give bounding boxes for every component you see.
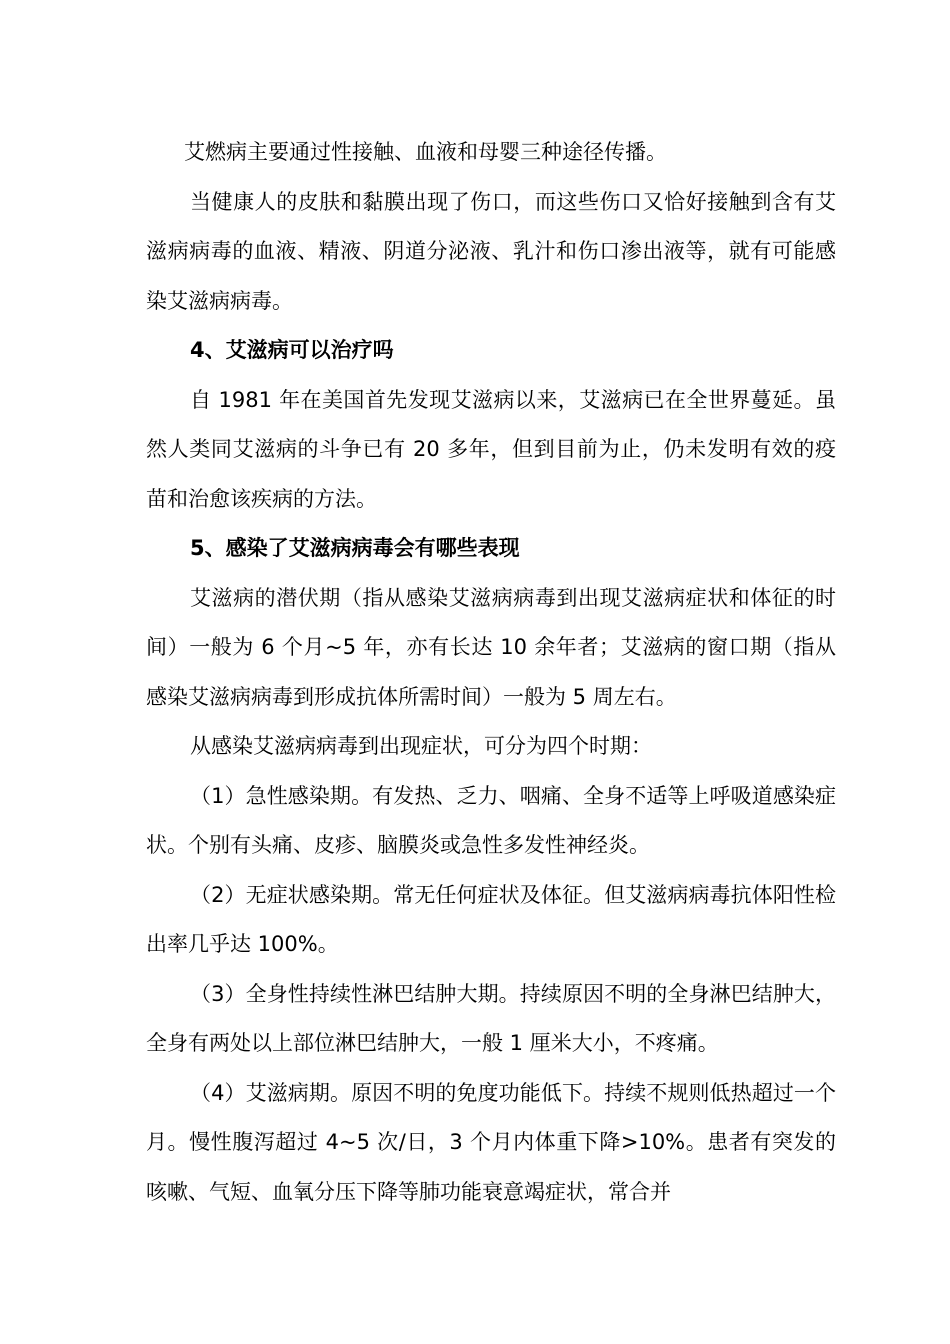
paragraph-stage-1: （1）急性感染期。有发热、乏力、咽痛、全身不适等上呼吸道感染症状。个别有头痛、皮疹、脑膜炎或急性多发性神经炎。 (146, 783, 836, 857)
paragraph-stage-3: （3）全身性持续性淋巴结肿大期。持续原因不明的全身淋巴结肿大，全身有两处以上部位淋巴结肿大，一般 1 厘米大小，不疼痛。 (146, 981, 836, 1055)
paragraph-transmission-routes: 艾燃病主要通过性接触、血液和母婴三种途径传播。 (184, 140, 667, 164)
paragraph-stage-4: （4）艾滋病期。原因不明的免度功能低下。持续不规则低热超过一个月。慢性腹泻超过 4~5 次/日，3 个月内体重下降>10%。患者有突发的咳嗽、气短、血氧分压下降等肺功能衰意竭症状，常合并 (146, 1080, 836, 1204)
paragraph-stage-2: （2）无症状感染期。常无任何症状及体征。但艾滋病病毒抗体阳性检出率几乎达 100%。 (146, 882, 836, 956)
document-body (146, 128, 836, 1217)
paragraph-infection-condition: 当健康人的皮肤和黏膜出现了伤口，而这些伤口又恰好接触到含有艾滋病病毒的血液、精液、阴道分泌液、乳汁和伤口渗出液等，就有可能感染艾滋病病毒。 (146, 189, 836, 313)
paragraph-treatment: 自 1981 年在美国首先发现艾滋病以来，艾滋病已在全世界蔓延。虽然人类同艾滋病的斗争已有 20 多年，但到目前为止，仍未发明有效的疫苗和治愈该疾病的方法。 (146, 387, 836, 511)
paragraph-four-stages-intro: 从感染艾滋病病毒到出现症状，可分为四个时期： (190, 734, 652, 758)
heading-treatment: 4、艾滋病可以治疗吗 (190, 338, 394, 362)
paragraph-incubation-period: 艾滋病的潜伏期（指从感染艾滋病病毒到出现艾滋病症状和体征的时间）一般为 6 个月~5 年，亦有长达 10 余年者；艾滋病的窗口期（指从感染艾滋病病毒到形成抗体所需时间）一般为 5 周左右。 (146, 585, 836, 709)
heading-symptoms: 5、感染了艾滋病病毒会有哪些表现 (190, 536, 520, 560)
